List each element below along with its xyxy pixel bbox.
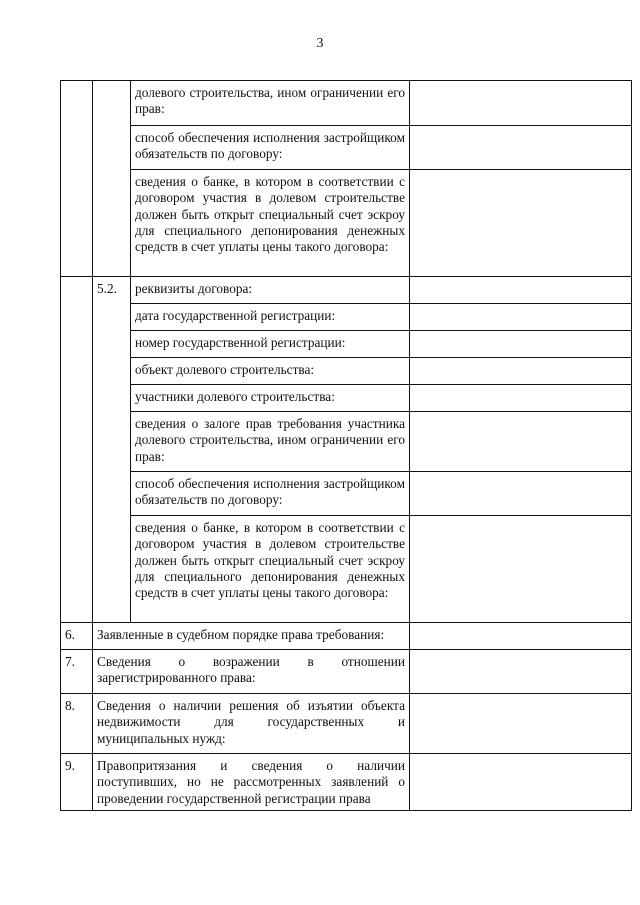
- field-value: [410, 385, 632, 412]
- field-value: [410, 623, 632, 650]
- field-label: Сведения о наличии решения об изъятии объекта недвижимости для государственных и муниципальных нужд:: [93, 694, 410, 754]
- row-number: 9.: [61, 754, 93, 811]
- field-label: сведения о залоге прав требования участника долевого строительства, ином ограничении его прав:: [131, 412, 410, 472]
- field-value: [410, 126, 632, 170]
- field-label: Сведения о возражении в отношении зарегистрированного права:: [93, 650, 410, 694]
- field-value: [410, 358, 632, 385]
- registry-extract-table: [60, 80, 632, 811]
- table-row: [61, 170, 632, 277]
- field-label: долевого строительства, ином ограничении его прав:: [131, 81, 410, 126]
- table-row: [61, 331, 632, 358]
- field-label: сведения о банке, в котором в соответствии с договором участия в долевом строительстве должен быть открыт специальный счет эскроу для специального депонирования денежных средств в счет уплаты цены такого договора:: [131, 516, 410, 623]
- field-value: [410, 650, 632, 694]
- page-number: 3: [316, 36, 324, 51]
- field-value: [410, 516, 632, 623]
- field-value: [410, 304, 632, 331]
- table-row: [61, 277, 632, 304]
- field-value: [410, 277, 632, 304]
- table-row: [61, 358, 632, 385]
- field-label: Правопритязания и сведения о наличии поступивших, но не рассмотренных заявлений о проведении государственной регистрации права: [93, 754, 410, 811]
- field-value: [410, 331, 632, 358]
- table-row: [61, 81, 632, 126]
- table-row: [61, 412, 632, 472]
- section-number: 5.2.: [93, 277, 131, 623]
- table-row: [61, 472, 632, 516]
- sub-number-cell: [93, 81, 131, 277]
- field-label: Заявленные в судебном порядке права требования:: [93, 623, 410, 650]
- outer-number-cell: [61, 81, 93, 277]
- field-value: [410, 81, 632, 126]
- field-label: объект долевого строительства:: [131, 358, 410, 385]
- row-number: 6.: [61, 623, 93, 650]
- row-number: 7.: [61, 650, 93, 694]
- field-label: дата государственной регистрации:: [131, 304, 410, 331]
- field-label: реквизиты договора:: [131, 277, 410, 304]
- field-value: [410, 754, 632, 811]
- table-row: [61, 650, 632, 694]
- field-label: способ обеспечения исполнения застройщиком обязательств по договору:: [131, 126, 410, 170]
- row-number: 8.: [61, 694, 93, 754]
- field-label: номер государственной регистрации:: [131, 331, 410, 358]
- field-value: [410, 170, 632, 277]
- table-row: [61, 126, 632, 170]
- field-value: [410, 694, 632, 754]
- field-value: [410, 412, 632, 472]
- field-value: [410, 472, 632, 516]
- table-row: [61, 754, 632, 811]
- table-row: [61, 304, 632, 331]
- table-row: [61, 516, 632, 623]
- field-label: участники долевого строительства:: [131, 385, 410, 412]
- table-row: [61, 385, 632, 412]
- outer-number-cell: [61, 277, 93, 623]
- field-label: способ обеспечения исполнения застройщиком обязательств по договору:: [131, 472, 410, 516]
- table-row: [61, 694, 632, 754]
- table-row: [61, 623, 632, 650]
- field-label: сведения о банке, в котором в соответствии с договором участия в долевом строительстве должен быть открыт специальный счет эскроу для специального депонирования денежных средств в счет уплаты цены такого договора:: [131, 170, 410, 277]
